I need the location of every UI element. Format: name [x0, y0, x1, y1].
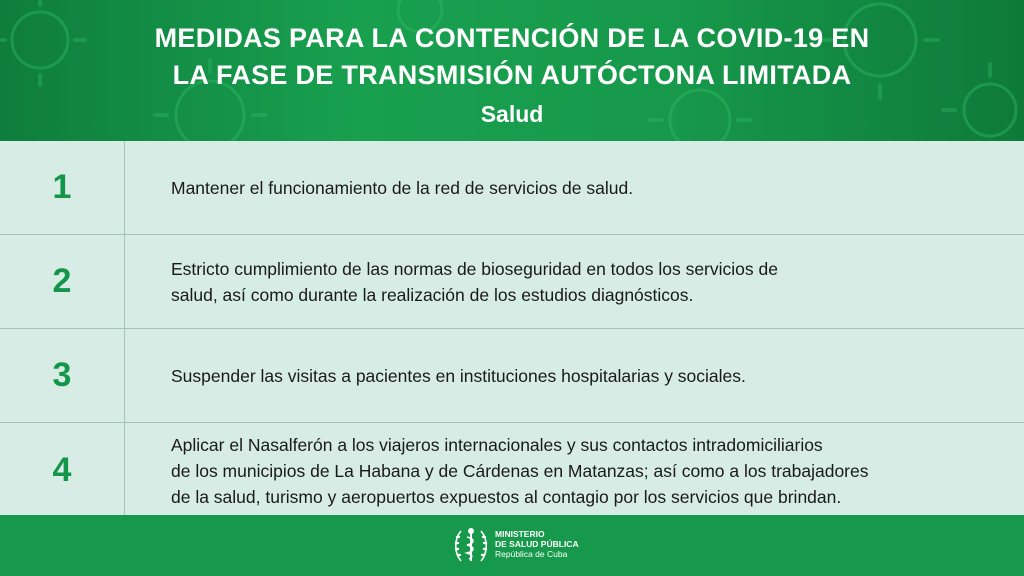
measure-number: 2: [0, 235, 125, 328]
measure-text-line: Mantener el funcionamiento de la red de servicios de salud.: [171, 177, 634, 198]
ministry-name-line-1: MINISTERIO: [495, 529, 545, 539]
title-line-2: LA FASE DE TRANSMISIÓN AUTÓCTONA LIMITADA: [172, 60, 852, 90]
measure-number: 4: [0, 423, 125, 518]
measure-text-line: Aplicar el Nasalferón a los viajeros internacionales y sus contactos intradomiciliarios: [171, 434, 823, 455]
measure-text: [125, 175, 673, 201]
measure-text: [125, 256, 818, 308]
ministry-emblem-icon: [449, 523, 493, 567]
measure-text-line: Suspender las visitas a pacientes en instituciones hospitalarias y sociales.: [171, 365, 746, 386]
header-banner: [0, 0, 1024, 141]
measure-number: 3: [0, 329, 125, 422]
measure-row: [0, 141, 1024, 235]
footer-bar: [0, 515, 1024, 576]
measure-text: [125, 432, 909, 510]
section-subtitle: Salud: [480, 101, 544, 127]
measure-row: [0, 423, 1024, 518]
measure-text-line: de la salud, turismo y aeropuertos expuestos al contagio por los servicios que brindan.: [171, 486, 842, 507]
page-title: [0, 20, 1024, 94]
measure-number: 1: [0, 141, 125, 234]
measure-text: [125, 363, 786, 389]
measure-text-line: de los municipios de La Habana y de Cárdenas en Matanzas; así como a los trabajadores: [171, 460, 869, 481]
measure-text-line: Estricto cumplimiento de las normas de bioseguridad en todos los servicios de: [171, 258, 778, 279]
measure-text-line: salud, así como durante la realización de los estudios diagnósticos.: [171, 284, 694, 305]
measure-row: [0, 235, 1024, 329]
title-line-1: MEDIDAS PARA LA CONTENCIÓN DE LA COVID-19 EN: [154, 23, 870, 53]
ministry-country: República de Cuba: [495, 549, 568, 559]
measure-row: [0, 329, 1024, 423]
measures-list: [0, 141, 1024, 518]
ministry-label: [495, 529, 579, 559]
ministry-name-line-2: DE SALUD PÚBLICA: [495, 539, 579, 549]
